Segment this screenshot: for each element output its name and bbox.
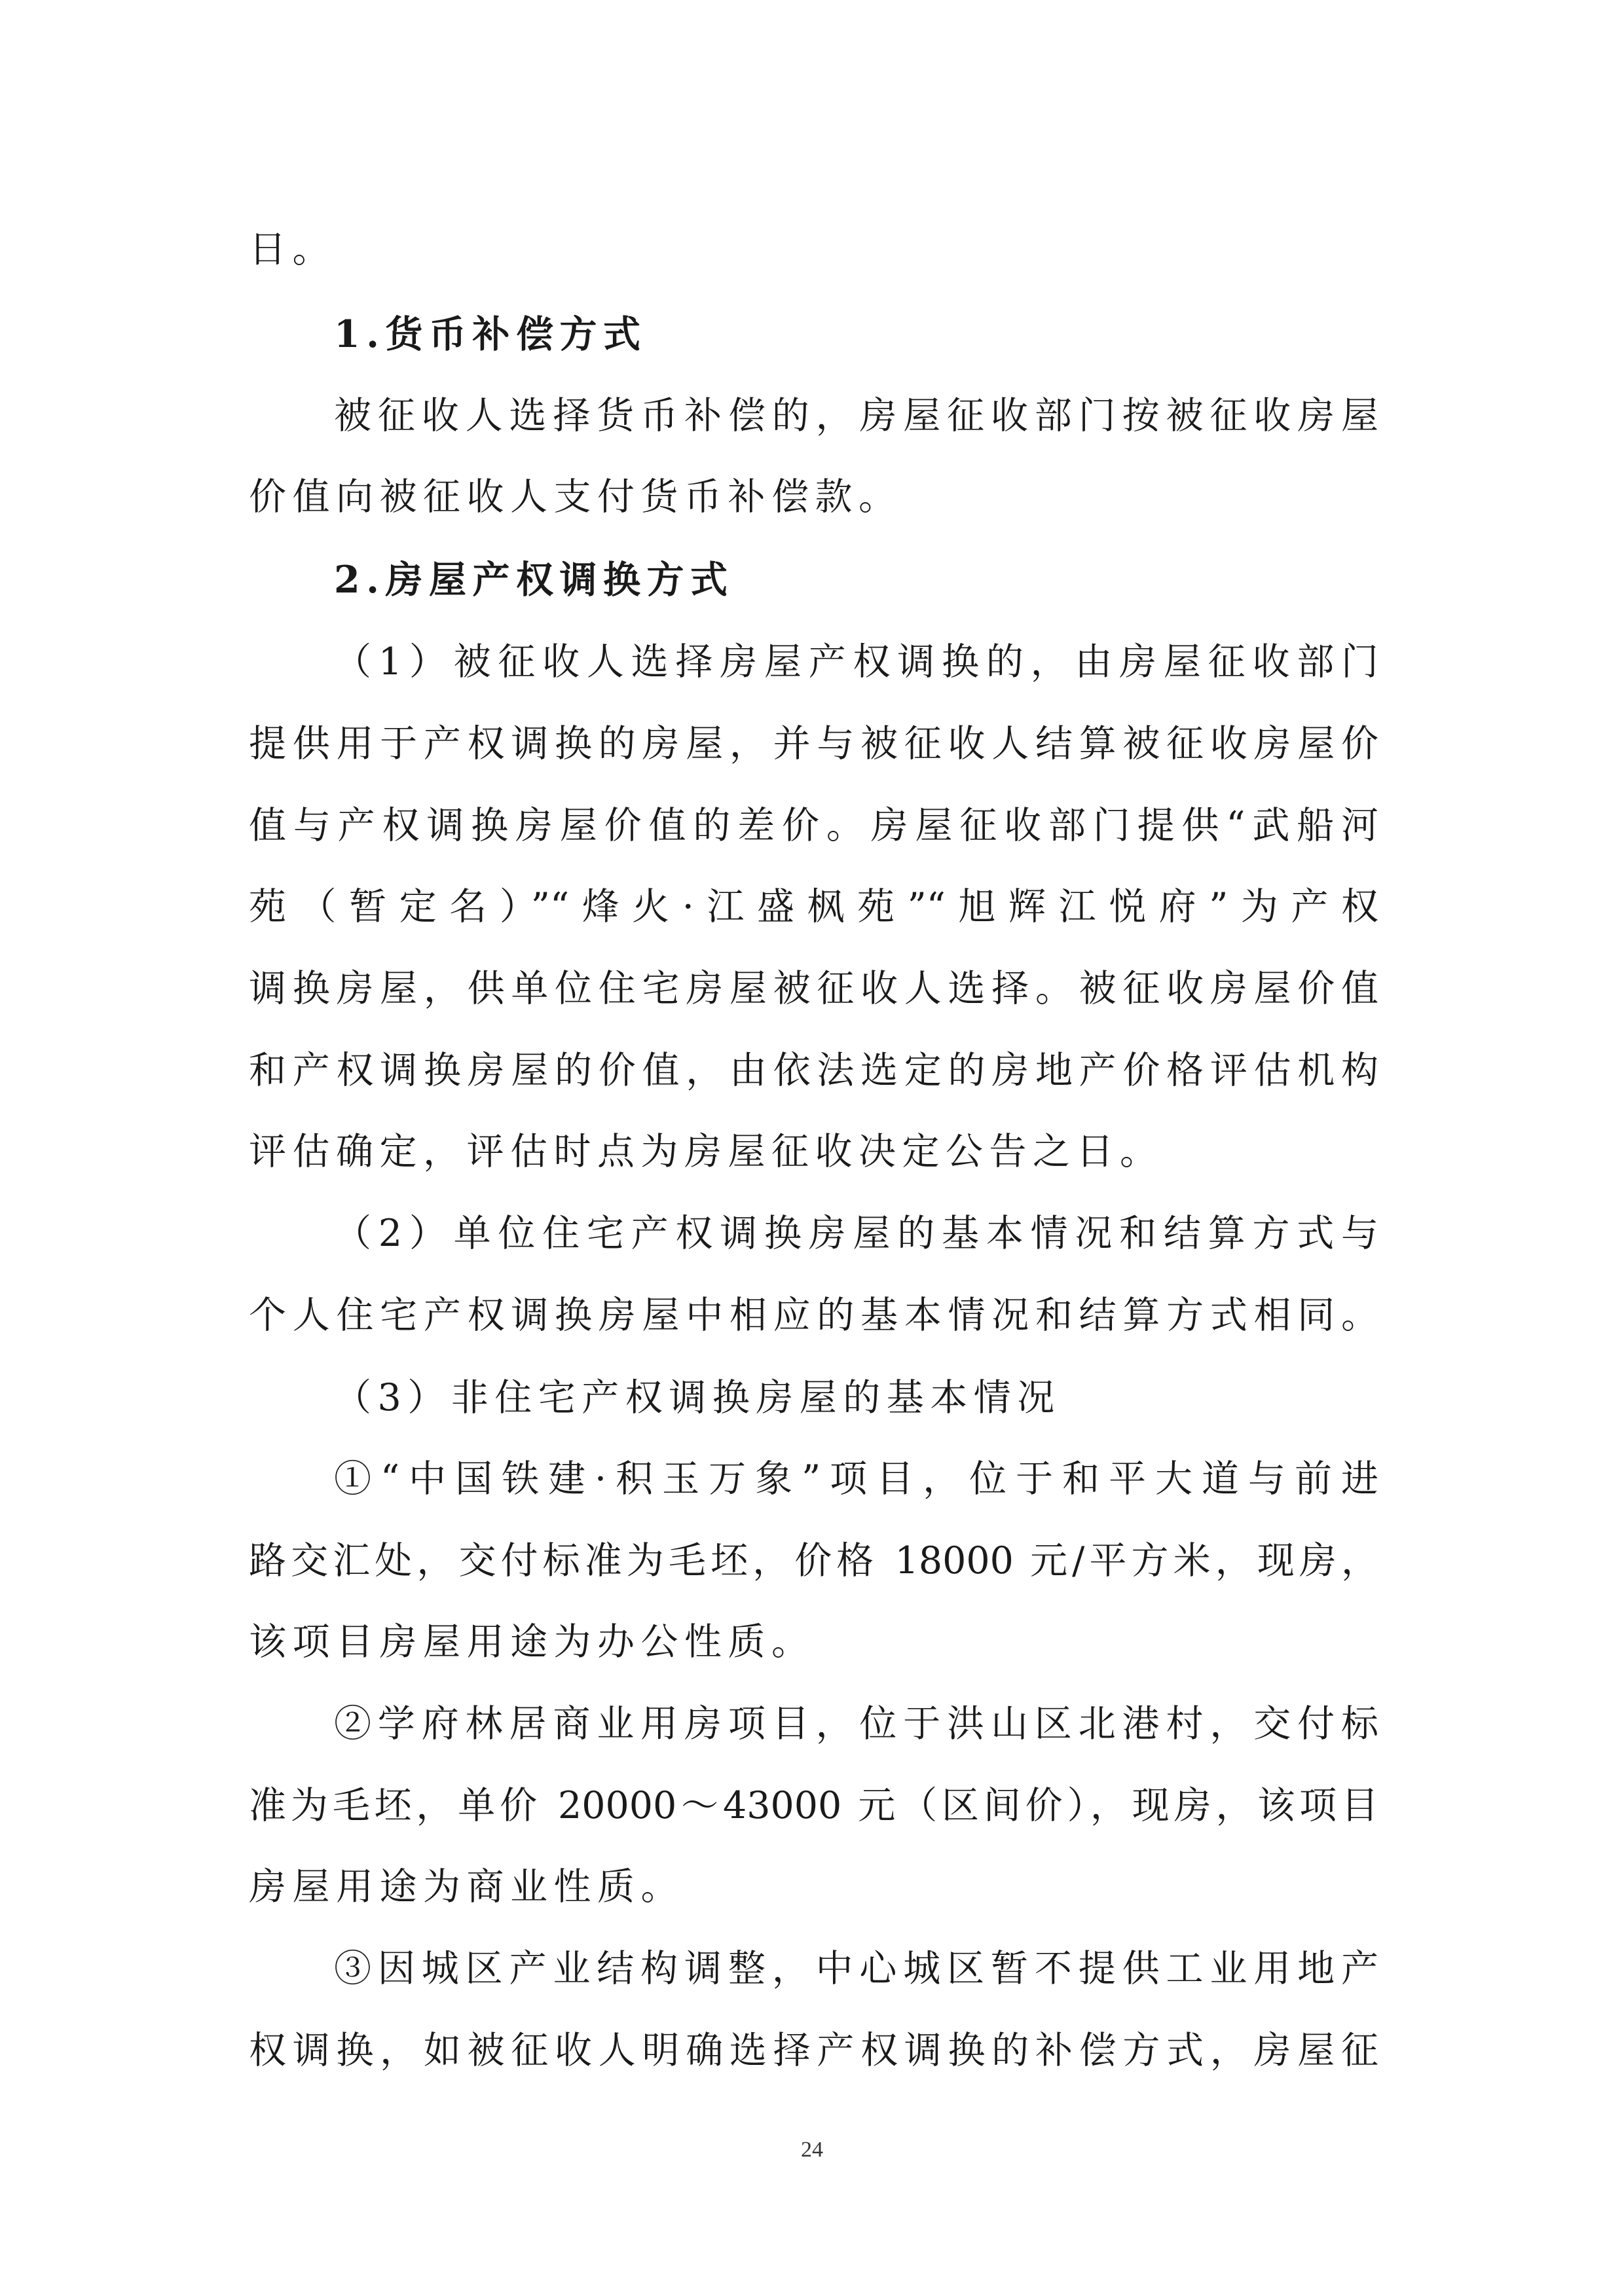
text-line: 该项目房屋用途为办公性质。 bbox=[249, 1620, 815, 1664]
text-line: 个人住宅产权调换房屋中相应的基本情况和结算方式相同。 bbox=[249, 1294, 1378, 1337]
text-line: 提供用于产权调换的房屋，并与被征收人结算被征收房屋价 bbox=[249, 722, 1378, 765]
text-line: 评估确定，评估时点为房屋征收决定公告之日。 bbox=[249, 1130, 1164, 1173]
text-line: 价值向被征收人支付货币补偿款。 bbox=[249, 475, 902, 519]
text-line: （2）单位住宅产权调换房屋的基本情况和结算方式与 bbox=[334, 1212, 1378, 1255]
text-line: 调换房屋，供单位住宅房屋被征收人选择。被征收房屋价值 bbox=[249, 967, 1378, 1010]
text-line: 日。 bbox=[249, 228, 336, 271]
text-line: ②学府林居商业用房项目，位于洪山区北港村，交付标 bbox=[334, 1702, 1378, 1745]
text-line: 值与产权调换房屋价值的差价。房屋征收部门提供“武船河 bbox=[249, 804, 1378, 847]
text-line: 路交汇处，交付标准为毛坯，价格 18000 元/平方米，现房， bbox=[249, 1539, 1378, 1582]
text-line: （1）被征收人选择房屋产权调换的，由房屋征收部门 bbox=[334, 640, 1378, 683]
text-line: ③因城区产业结构调整，中心城区暂不提供工业用地产 bbox=[334, 1947, 1378, 1990]
text-line: 权调换，如被征收人明确选择产权调换的补偿方式，房屋征 bbox=[249, 2029, 1378, 2072]
text-line: 和产权调换房屋的价值，由依法选定的房地产价格评估机构 bbox=[249, 1049, 1378, 1092]
text-line: 被征收人选择货币补偿的，房屋征收部门按被征收房屋 bbox=[334, 394, 1378, 437]
section-heading: 1.货币补偿方式 bbox=[334, 312, 647, 356]
text-line: （3）非住宅产权调换房屋的基本情况 bbox=[334, 1376, 1061, 1419]
text-line: 准为毛坯，单价 20000～43000 元（区间价），现房，该项目 bbox=[249, 1784, 1378, 1827]
page-number: 24 bbox=[801, 2138, 823, 2162]
text-line: ①“中国铁建·积玉万象”项目，位于和平大道与前进 bbox=[334, 1457, 1378, 1501]
text-line: 苑（暂定名）”“烽火·江盛枫苑”“旭辉江悦府”为产权 bbox=[249, 885, 1378, 928]
section-heading: 2.房屋产权调换方式 bbox=[334, 558, 734, 602]
text-line: 房屋用途为商业性质。 bbox=[249, 1865, 684, 1908]
